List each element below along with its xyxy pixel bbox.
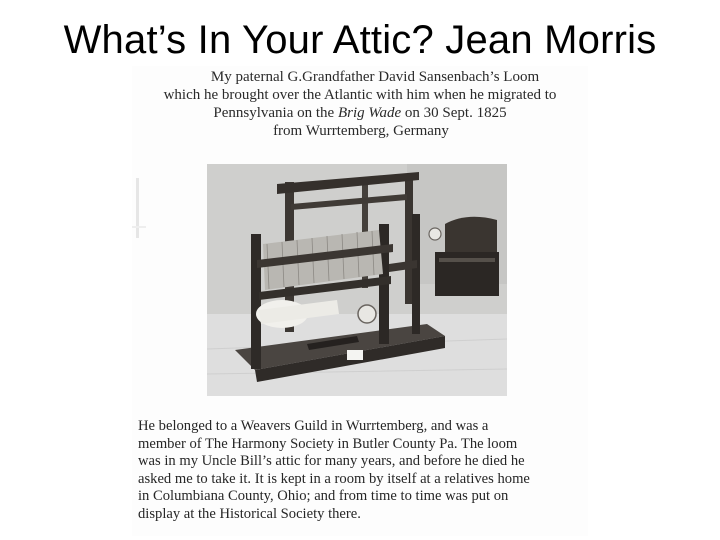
story-line: member of The Harmony Society in Butler County Pa. The loom [138, 435, 518, 452]
slide-title: What’s In Your Attic? Jean Morris [63, 18, 657, 62]
caption-line-2: which he brought over the Atlantic with him when he migrated to [163, 87, 557, 103]
story-line: display at the Historical Society there. [138, 505, 361, 522]
story-line: was in my Uncle Bill’s attic for many years, and before he died he [138, 453, 525, 470]
story-line: asked me to take it. It is kept in a room by itself at a relatives home [138, 470, 530, 487]
loom-illustration [207, 164, 507, 396]
caption-line-3 [132, 104, 588, 122]
story-line: in Columbiana County, Ohio; and from time to time was put on [138, 488, 509, 505]
story-text [138, 418, 588, 524]
story-line: He belonged to a Weavers Guild in Wurrtemberg, and was a [138, 418, 489, 434]
caption-line-3-end: on 30 Sept. 1825 [401, 105, 507, 121]
caption-line-1: My paternal G.Grandfather David Sansenbach’s Loom [210, 69, 540, 85]
caption-line-3-start: Pennsylvania on the [213, 105, 338, 121]
loom-photo [207, 164, 507, 396]
photo-caption [132, 68, 588, 140]
caption-line-4: from Wurrtemberg, Germany [273, 123, 449, 139]
scanned-document [132, 66, 588, 536]
ship-name: Brig Wade [337, 105, 402, 121]
